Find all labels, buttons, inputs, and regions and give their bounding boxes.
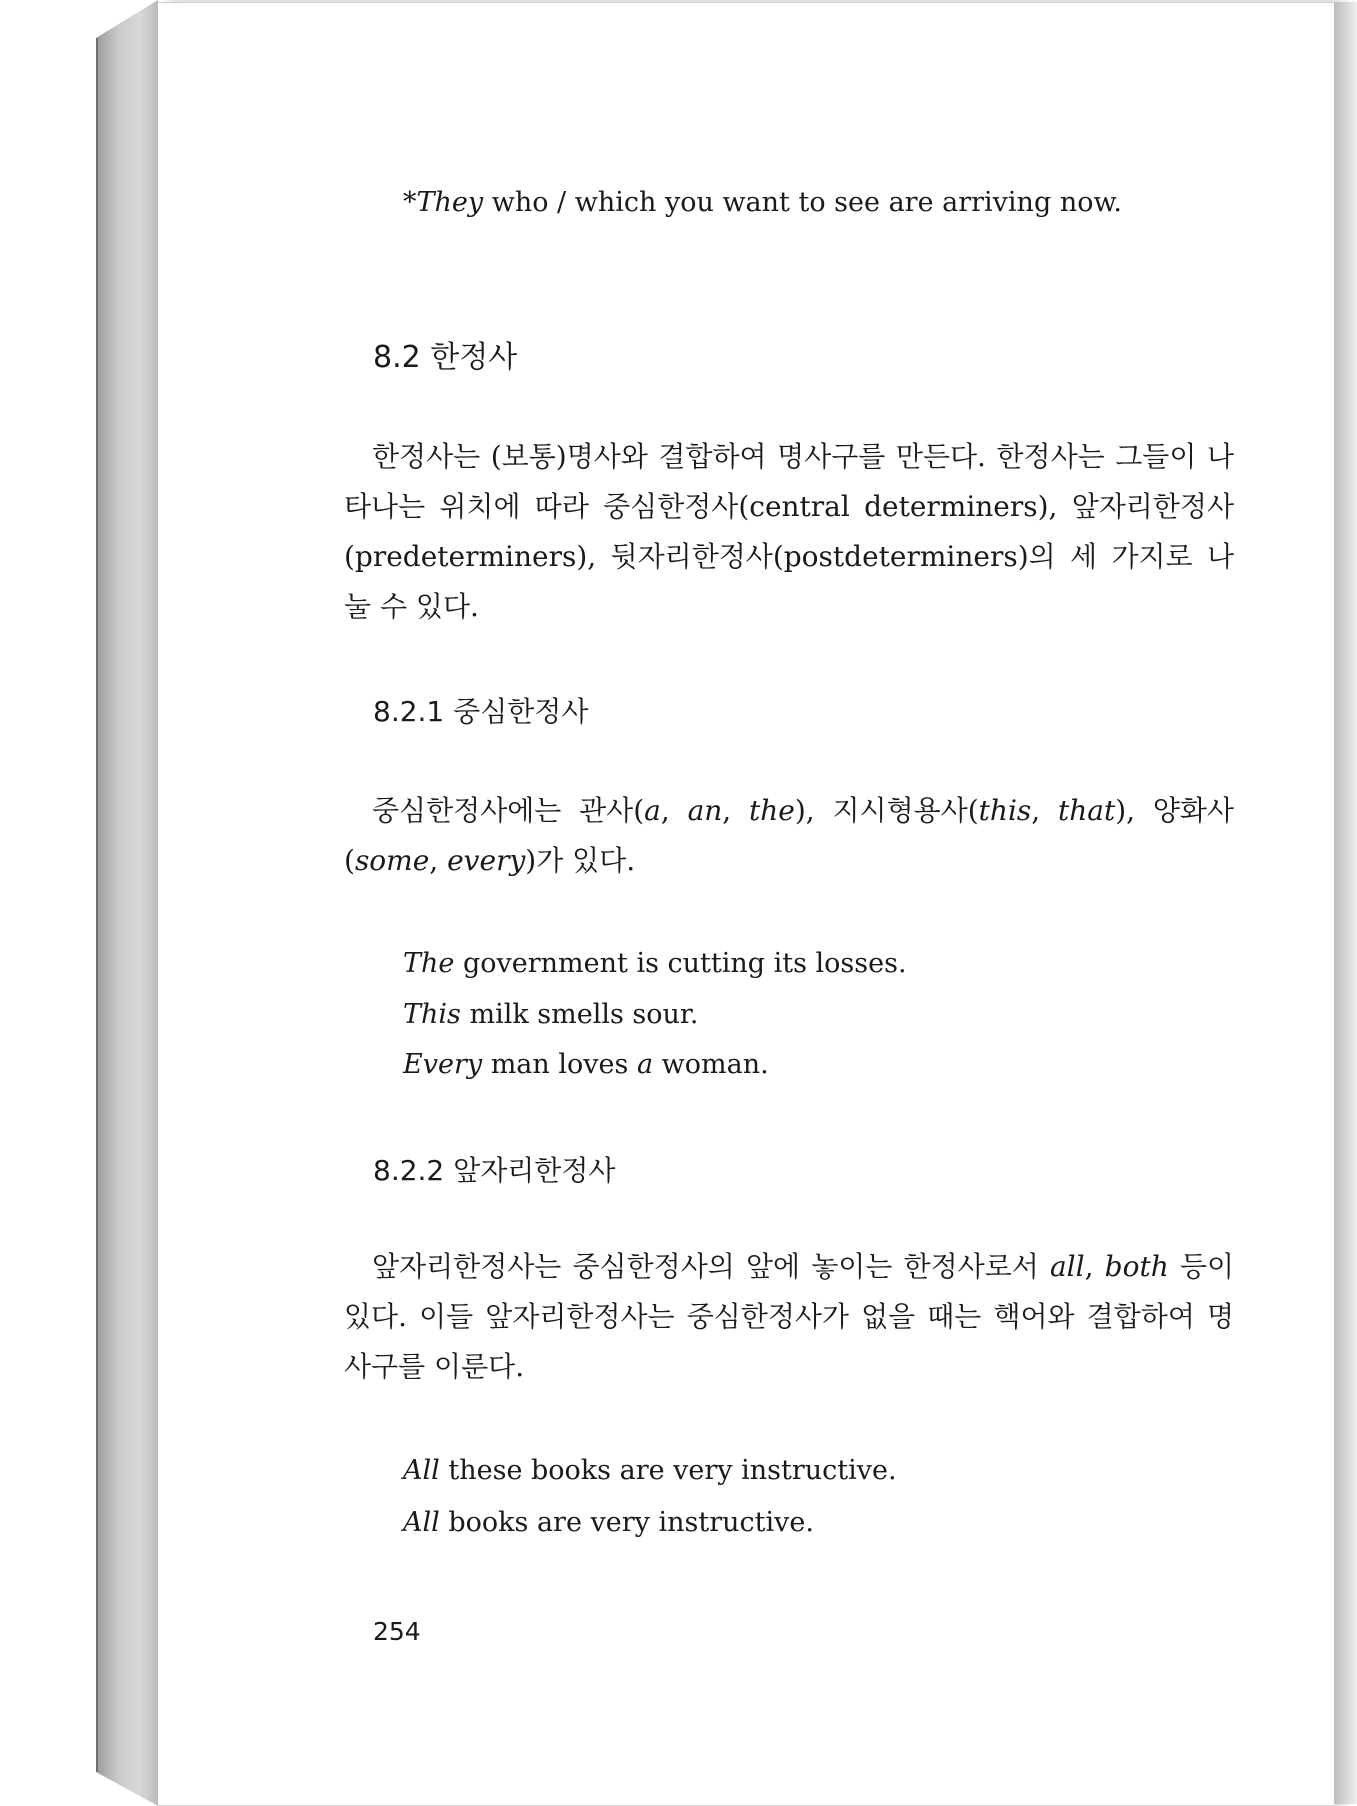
example-text: these books are very instructive. [439, 1455, 897, 1486]
example-sentence [403, 999, 698, 1031]
text: , [429, 844, 448, 877]
spine-edge [96, 38, 98, 1772]
text: 중심한정사에는 관사( [372, 794, 645, 827]
example-sentence [403, 1507, 814, 1539]
section-heading-8-2-1: 8.2.1 중심한정사 [373, 695, 589, 728]
italic-term: an [687, 794, 723, 827]
section-8-2-2-paragraph [344, 1242, 1234, 1392]
text: ), 지시형용사( [794, 794, 979, 827]
example-italic: This [403, 999, 461, 1030]
italic-term: this [978, 794, 1032, 827]
italic-term: both [1104, 1250, 1169, 1283]
text: , [722, 794, 749, 827]
text: , [660, 794, 688, 827]
section-8-2-paragraph: 한정사는 (보통)명사와 결합하여 명사구를 만든다. 한정사는 그들이 나타나는 위치에 따라 중심한정사(central determiners), 앞자리한정사(predeterminers), 뒷자리한정사(postdeterminers)의 세 가지로 나눌 수 있다. [344, 440, 1234, 623]
italic-term: that [1057, 794, 1116, 827]
example-text: books are very instructive. [439, 1507, 814, 1538]
example-italic: *They [403, 187, 484, 218]
example-italic: The [403, 948, 455, 979]
text: , [1031, 794, 1058, 827]
italic-term: every [447, 844, 526, 877]
example-italic: Every [403, 1049, 483, 1080]
book-spine [96, 0, 158, 1806]
example-text: government is cutting its losses. [454, 948, 907, 979]
italic-term: all [1049, 1250, 1085, 1283]
example-text: man loves [482, 1049, 637, 1080]
example-italic: All [403, 1455, 440, 1486]
italic-term: the [749, 794, 795, 827]
text: )가 있다. [525, 844, 636, 877]
section-8-2-1-paragraph [344, 786, 1234, 886]
section-heading-8-2-2: 8.2.2 앞자리한정사 [373, 1154, 616, 1187]
text: 앞자리한정사는 중심한정사의 앞에 놓이는 한정사로서 [372, 1250, 1050, 1283]
text: , [1084, 1250, 1105, 1283]
example-sentence [403, 187, 1122, 219]
example-sentence [403, 948, 907, 980]
example-italic: All [403, 1507, 440, 1538]
italic-term: some [354, 844, 430, 877]
section-heading-8-2: 8.2 한정사 [373, 340, 518, 375]
text: 등이 있다. 이들 앞자리한정사는 중심한정사가 없을 때는 핵어와 결합하여 명사구를 이룬다. [344, 1250, 1235, 1383]
page-edge-shadow [1334, 2, 1357, 1804]
example-sentence [403, 1455, 897, 1487]
example-text: woman. [653, 1049, 769, 1080]
example-sentence [403, 1049, 769, 1081]
example-italic: a [636, 1049, 654, 1080]
example-text: who / which you want to see are arriving now. [483, 187, 1122, 218]
example-text: milk smells sour. [460, 999, 699, 1030]
page-number: 254 [373, 1617, 421, 1646]
text: ), 양화사( [344, 794, 1234, 877]
italic-term: a [644, 794, 661, 827]
